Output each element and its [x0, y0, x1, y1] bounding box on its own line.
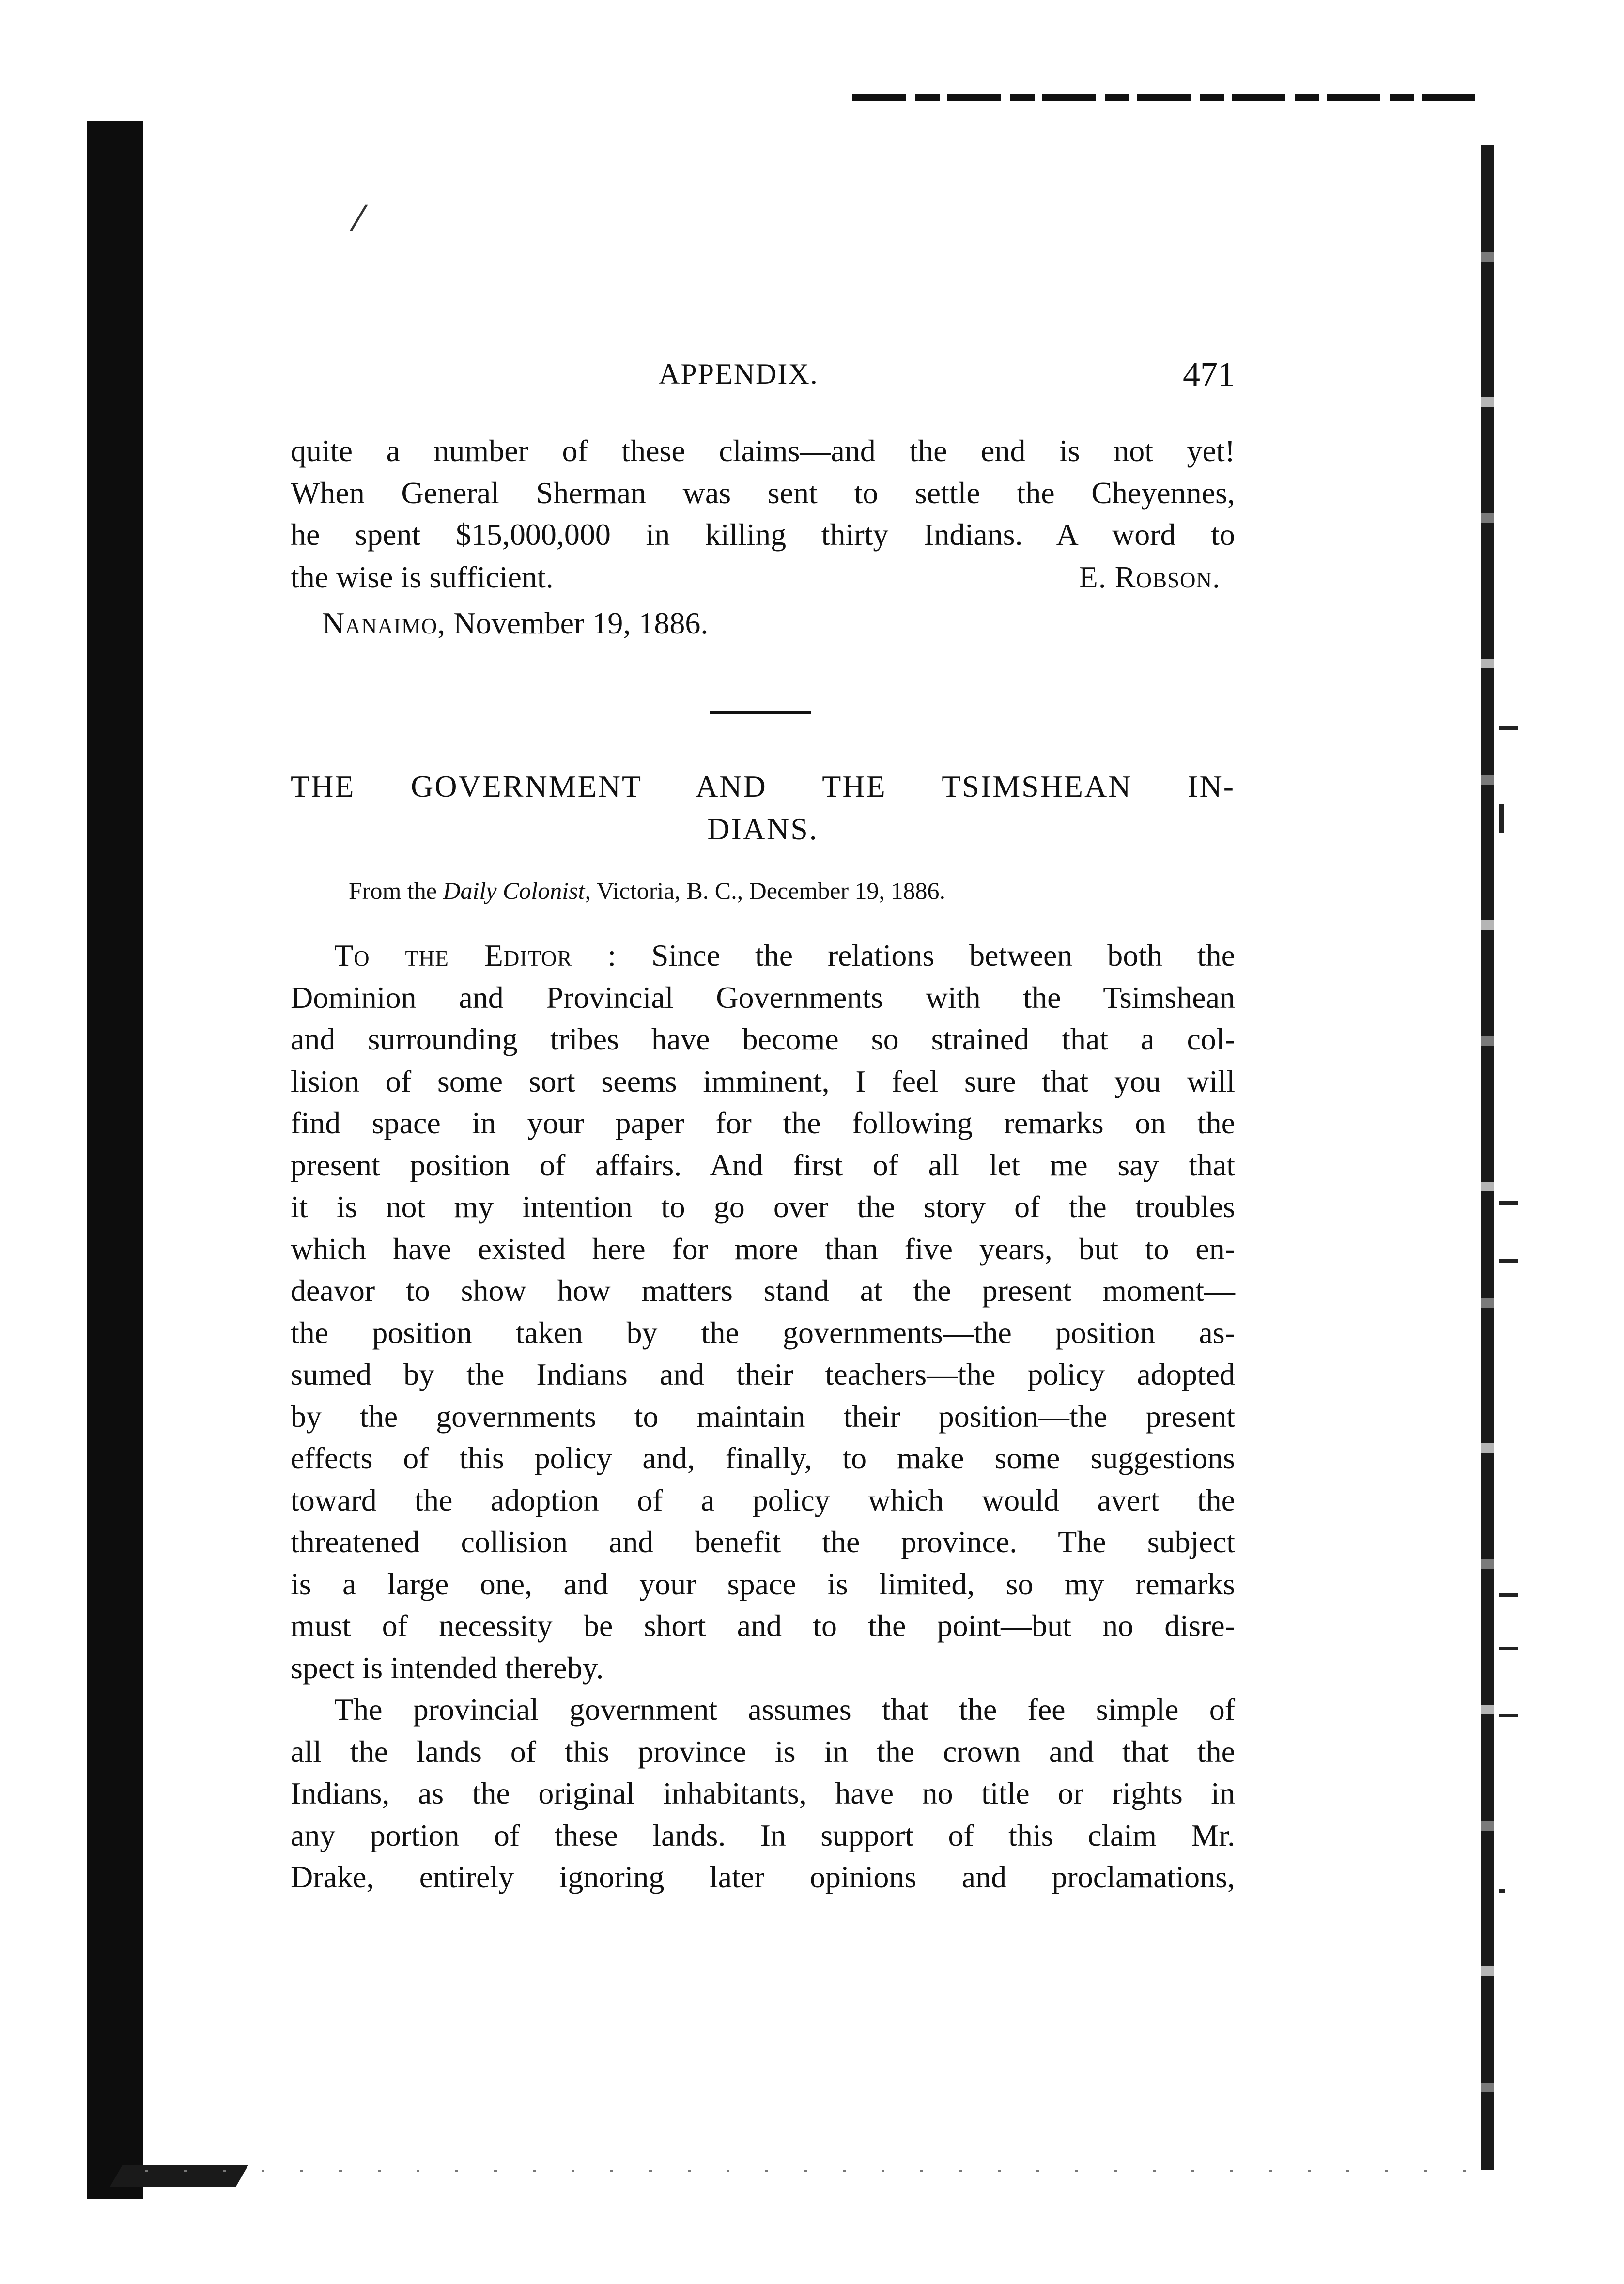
- text-line: is a large one, and your space is limited, so my remarks: [291, 1566, 1235, 1601]
- text-line: any portion of these lands. In support of this claim Mr.: [291, 1818, 1235, 1852]
- text-line: by the governments to maintain their position—the present: [291, 1399, 1235, 1434]
- text-line: When General Sherman was sent to settle the Cheyennes,: [291, 475, 1235, 510]
- scan-edge-mark: [1499, 804, 1504, 833]
- text-line: sumed by the Indians and their teachers—the policy adopted: [291, 1357, 1235, 1391]
- scan-speck: ⁄: [356, 199, 362, 238]
- source-place-date: Victoria, B. C., December 19, 1886.: [596, 877, 946, 904]
- scan-edge-mark: [1499, 1889, 1505, 1893]
- dateline: [322, 605, 708, 641]
- scan-edge-mark: [1499, 726, 1518, 730]
- text-line: deavor to show how matters stand at the present moment—: [291, 1273, 1235, 1308]
- scan-bottom-edge: [145, 2170, 1482, 2172]
- text-line: and surrounding tribes have become so strained that a col-: [291, 1022, 1235, 1056]
- signature: E. Robson.: [1079, 560, 1221, 594]
- preceding-letter-text: [291, 430, 1235, 556]
- text-line: quite a number of these claims—and the end is not yet!: [291, 433, 1235, 468]
- article-heading: [291, 765, 1235, 850]
- text-line: which have existed here for more than five years, but to en-: [291, 1231, 1235, 1266]
- article-source: [349, 877, 945, 905]
- text-line: [291, 935, 1235, 977]
- scan-binding-shadow: [87, 121, 143, 2199]
- dateline-place: Nanaimo,: [322, 606, 446, 640]
- scan-edge-mark: [1499, 1714, 1518, 1717]
- text-line: he spent $15,000,000 in killing thirty Indians. A word to: [291, 517, 1235, 552]
- text-line: toward the adoption of a policy which would avert the: [291, 1482, 1235, 1517]
- text-line: Drake, entirely ignoring later opinions and proclamations,: [291, 1860, 1235, 1894]
- text-line: lision of some sort seems imminent, I feel sure that you will: [291, 1064, 1235, 1098]
- text-line-rest: Since the relations between both the: [651, 938, 1235, 972]
- text-line: the position taken by the governments—the position as-: [291, 1315, 1235, 1350]
- text-line: effects of this policy and, finally, to make some suggestions: [291, 1441, 1235, 1475]
- section-divider: [710, 711, 811, 714]
- text-line: Dominion and Provincial Governments with the Tsimshean: [291, 980, 1235, 1015]
- text-line: The provincial government assumes that the fee simple of: [334, 1692, 1235, 1727]
- text-line: find space in your paper for the following remarks on the: [291, 1106, 1235, 1140]
- article-heading-line: THE GOVERNMENT AND THE TSIMSHEAN IN-: [291, 769, 1235, 803]
- text-line: it is not my intention to go over the story of the troubles: [291, 1189, 1235, 1224]
- salutation: To the Editor :: [334, 938, 617, 972]
- scan-edge-mark: [1499, 1259, 1518, 1263]
- source-newspaper: Daily Colonist,: [443, 877, 591, 904]
- text-line: all the lands of this province is in the crown and that the: [291, 1734, 1235, 1769]
- dateline-date: November 19, 1886.: [453, 606, 709, 640]
- scan-edge-mark: [1499, 1647, 1518, 1650]
- signature-line: [291, 559, 1235, 601]
- scan-top-edge: [852, 94, 1482, 101]
- running-head-title: APPENDIX.: [659, 358, 819, 390]
- page-number: 471: [1183, 355, 1235, 394]
- running-head: [291, 357, 1235, 401]
- scan-edge-mark: [1499, 1593, 1518, 1597]
- text-line: present position of affairs. And first of all let me say that: [291, 1147, 1235, 1182]
- scan-right-edge: [1481, 145, 1494, 2170]
- scan-edge-mark: [1499, 1201, 1518, 1205]
- text-line: threatened collision and benefit the province. The subject: [291, 1525, 1235, 1559]
- source-prefix: From the: [349, 877, 437, 904]
- text-line: the wise is sufficient.: [291, 560, 554, 594]
- text-line: must of necessity be short and to the point—but no disre-: [291, 1608, 1235, 1643]
- scan-binding-shadow-foot: [110, 2165, 248, 2187]
- article-heading-line: DIANS.: [707, 812, 819, 846]
- article-body: [291, 935, 1235, 1898]
- text-line: spect is intended thereby.: [291, 1650, 604, 1685]
- text-line: Indians, as the original inhabitants, have no title or rights in: [291, 1776, 1235, 1810]
